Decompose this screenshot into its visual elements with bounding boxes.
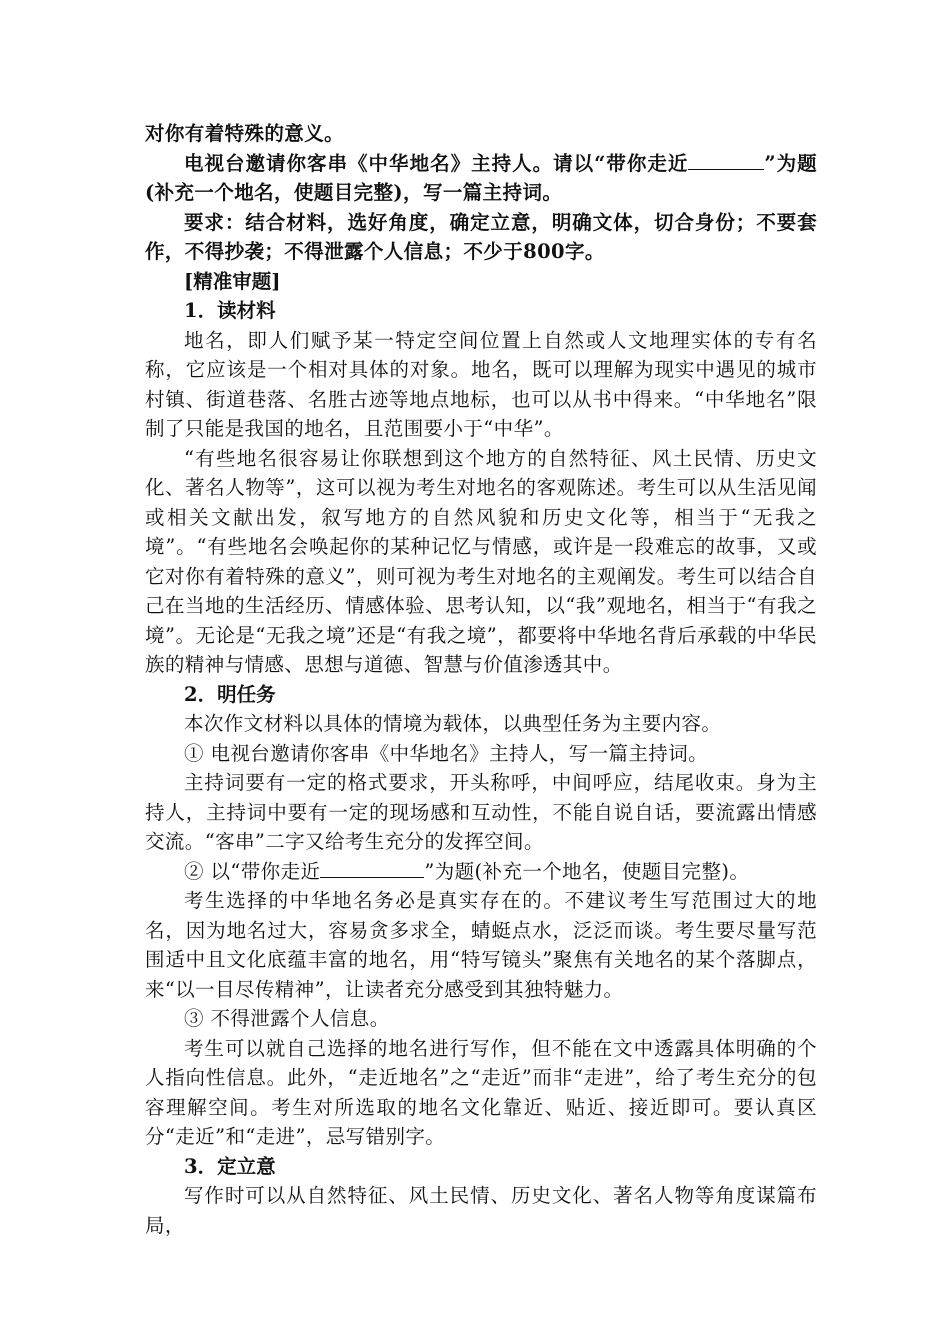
part2-item2-text: 考生选择的中华地名务必是真实存在的。不建议考生写范围过大的地名，因为地名过大，容易贪多求全，蜻蜓点水，泛泛而谈。考生要尽量写范围适中且文化底蕴丰富的地名，用“特写镜头”聚焦有关地名的某个落脚点，来“以一目尽传精神”，让读者充分感受到其独特魅力。 — [145, 889, 817, 1001]
part2-item1-text: 主持词要有一定的格式要求，开头称呼，中间呼应，结尾收束。身为主持人，主持词中要有一定的现场感和互动性，不能自说自话，要流露出情感交流。“客串”二字又给考生充分的发挥空间。 — [145, 771, 817, 853]
document-page — [145, 119, 817, 1240]
prompt-task-pre: 电视台邀请你客串《中华地名》主持人。请以“带你走近 — [184, 151, 689, 175]
part2-item3: ③ 不得泄露个人信息。 — [184, 1007, 390, 1030]
part1-para1: 地名，即人们赋予某一特定空间位置上自然或人文地理实体的专有名称，它应该是一个相对具体的对象。地名，既可以理解为现实中遇见的城市村镇、街道巷落、名胜古迹等地点地标，也可以从书中得来。“中华地名”限制了只能是我国的地名，且范围要小于“中华”。 — [145, 328, 817, 440]
prompt-requirement: 要求：结合材料，选好角度，确定立意，明确文体，切合身份；不要套作，不得抄袭；不得泄露个人信息；不少于800字。 — [145, 210, 817, 263]
prompt-task-post: ”为题(补充一个地名，使题目完整)，写一篇主持词。 — [145, 151, 818, 204]
part3-text: 写作时可以从自然特征、风土民情、历史文化、著名人物等角度谋篇布局， — [145, 1184, 817, 1237]
prompt-continuation: 对你有着特殊的意义。 — [145, 122, 345, 145]
part2-item2-pre: ② 以“带你走近 — [184, 859, 321, 883]
part2-item3-text: 考生可以就自己选择的地名进行写作，但不能在文中透露具体明确的个人指向性信息。此外，“走近地名”之“走近”而非“走进”，给了考生充分的包容理解空间。考生对所选取的地名文化靠近、贴近、接近即可。要认真区分“走近”和“走进”，忌写错别字。 — [145, 1036, 817, 1148]
prompt-task — [145, 149, 817, 208]
part1-para2: “有些地名很容易让你联想到这个地方的自然特征、风土民情、历史文化、著名人物等”，这可以视为考生对地名的客观陈述。考生可以从生活见闻或相关文献出发，叙写地方的自然风貌和历史文化等，相当于“无我之境”。“有些地名会唤起你的某种记忆与情感，或许是一段难忘的故事，又或它对你有着特殊的意义”，则可视为考生对地名的主观阐发。考生可以结合自己在当地的生活经历、情感体验、思考认知，以“我”观地名，相当于“有我之境”。无论是“无我之境”还是“有我之境”，都要将中华地名背后承载的中华民族的精神与情感、思想与道德、智慧与价值渗透其中。 — [145, 446, 817, 676]
part2-heading: 2．明任务 — [184, 682, 276, 706]
title-blank — [688, 151, 764, 170]
section-title: [精准审题] — [184, 269, 281, 293]
title-blank-2 — [320, 859, 424, 878]
part3-heading: 3．定立意 — [184, 1154, 276, 1178]
part2-intro: 本次作文材料以具体的情境为载体，以典型任务为主要内容。 — [184, 712, 722, 735]
part1-heading: 1．读材料 — [184, 299, 276, 322]
part2-item1: ① 电视台邀请你客串《中华地名》主持人，写一篇主持词。 — [184, 741, 708, 765]
part2-item2 — [145, 857, 817, 887]
part2-item2-post: ”为题(补充一个地名，使题目完整)。 — [424, 859, 750, 883]
